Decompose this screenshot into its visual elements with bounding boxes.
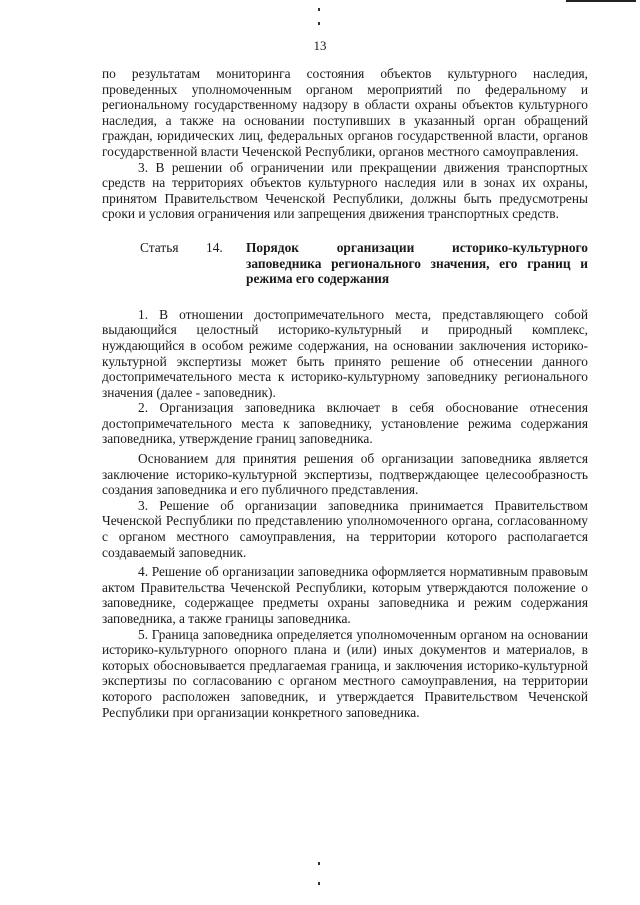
paragraph-continuation: по результатам мониторинга состояния объектов культурного наследия, проведенных уполномоченным органом мероприятий по федеральному и региональному государственному надзору в области охраны объектов культурного наследия, а также на основании поступивших в указанный орган обращений граждан, юридических лиц, федеральных органов государственной власти, органов государственной власти Чеченской Республики, органов местного самоуправления. xyxy=(102,66,588,159)
scan-dot xyxy=(318,862,320,865)
article-heading xyxy=(102,240,588,287)
paragraph: 2. Организация заповедника включает в себя обоснование отнесения достопримечательного места к заповеднику, установление режима содержания заповедника, утверждение границ заповедника. xyxy=(102,400,588,447)
page-number: 13 xyxy=(313,38,327,53)
paragraph: 4. Решение об организации заповедника оформляется нормативным правовым актом Правительства Чеченской Республики, которым утверждаются положение о заповеднике, содержащее предметы охраны заповедника и режим содержания заповедника, а также границы заповедника. xyxy=(102,564,588,626)
paragraph: 5. Граница заповедника определяется уполномоченным органом на основании историко-культурного опорного плана и (или) иных документов и материалов, в которых обосновывается предлагаемая граница, и заключения историко-культурной экспертизы по согласованию с органом местного самоуправления, на территории которого расположен заповедник, и утверждается Правительством Чеченской Республики при организации конкретного заповедника. xyxy=(102,626,588,720)
article-title: Порядок организации историко-культурного заповедника регионального значения, его границ и режима его содержания xyxy=(246,239,588,287)
article-label: Статья xyxy=(140,239,179,255)
scan-edge-line xyxy=(566,0,636,2)
scan-dot xyxy=(318,22,320,25)
paragraph: 3. В решении об ограничении или прекращении движения транспортных средств на территориях объектов культурного наследия или в зонах их охраны, принятом Правительством Чеченской Республики, должны быть предусмотрены сроки и условия ограничения или запрещения движения транспортных средств. xyxy=(102,159,588,222)
scan-dot xyxy=(318,8,320,11)
scan-dot xyxy=(318,882,320,885)
article-number: 14. xyxy=(206,239,223,255)
paragraph: 3. Решение об организации заповедника принимается Правительством Чеченской Республики по представлению уполномоченного органа, согласованному с органом местного самоуправления, на территории которого располагается создаваемый заповедник. xyxy=(102,497,588,560)
paragraph: 1. В отношении достопримечательного места, представляющего собой выдающийся целостный историко-культурный и природный комплекс, нуждающийся в особом режиме содержания, на основании заключения историко-культурной экспертизы может быть принято решение об отнесении данного достопримечательного места к историко-культурному заповеднику регионального значения (далее - заповедник). xyxy=(102,306,588,400)
document-body xyxy=(102,66,588,720)
paragraph: Основанием для принятия решения об организации заповедника является заключение историко-культурной экспертизы, подтверждающее целесообразность создания заповедника и его публичного представления. xyxy=(102,451,588,498)
